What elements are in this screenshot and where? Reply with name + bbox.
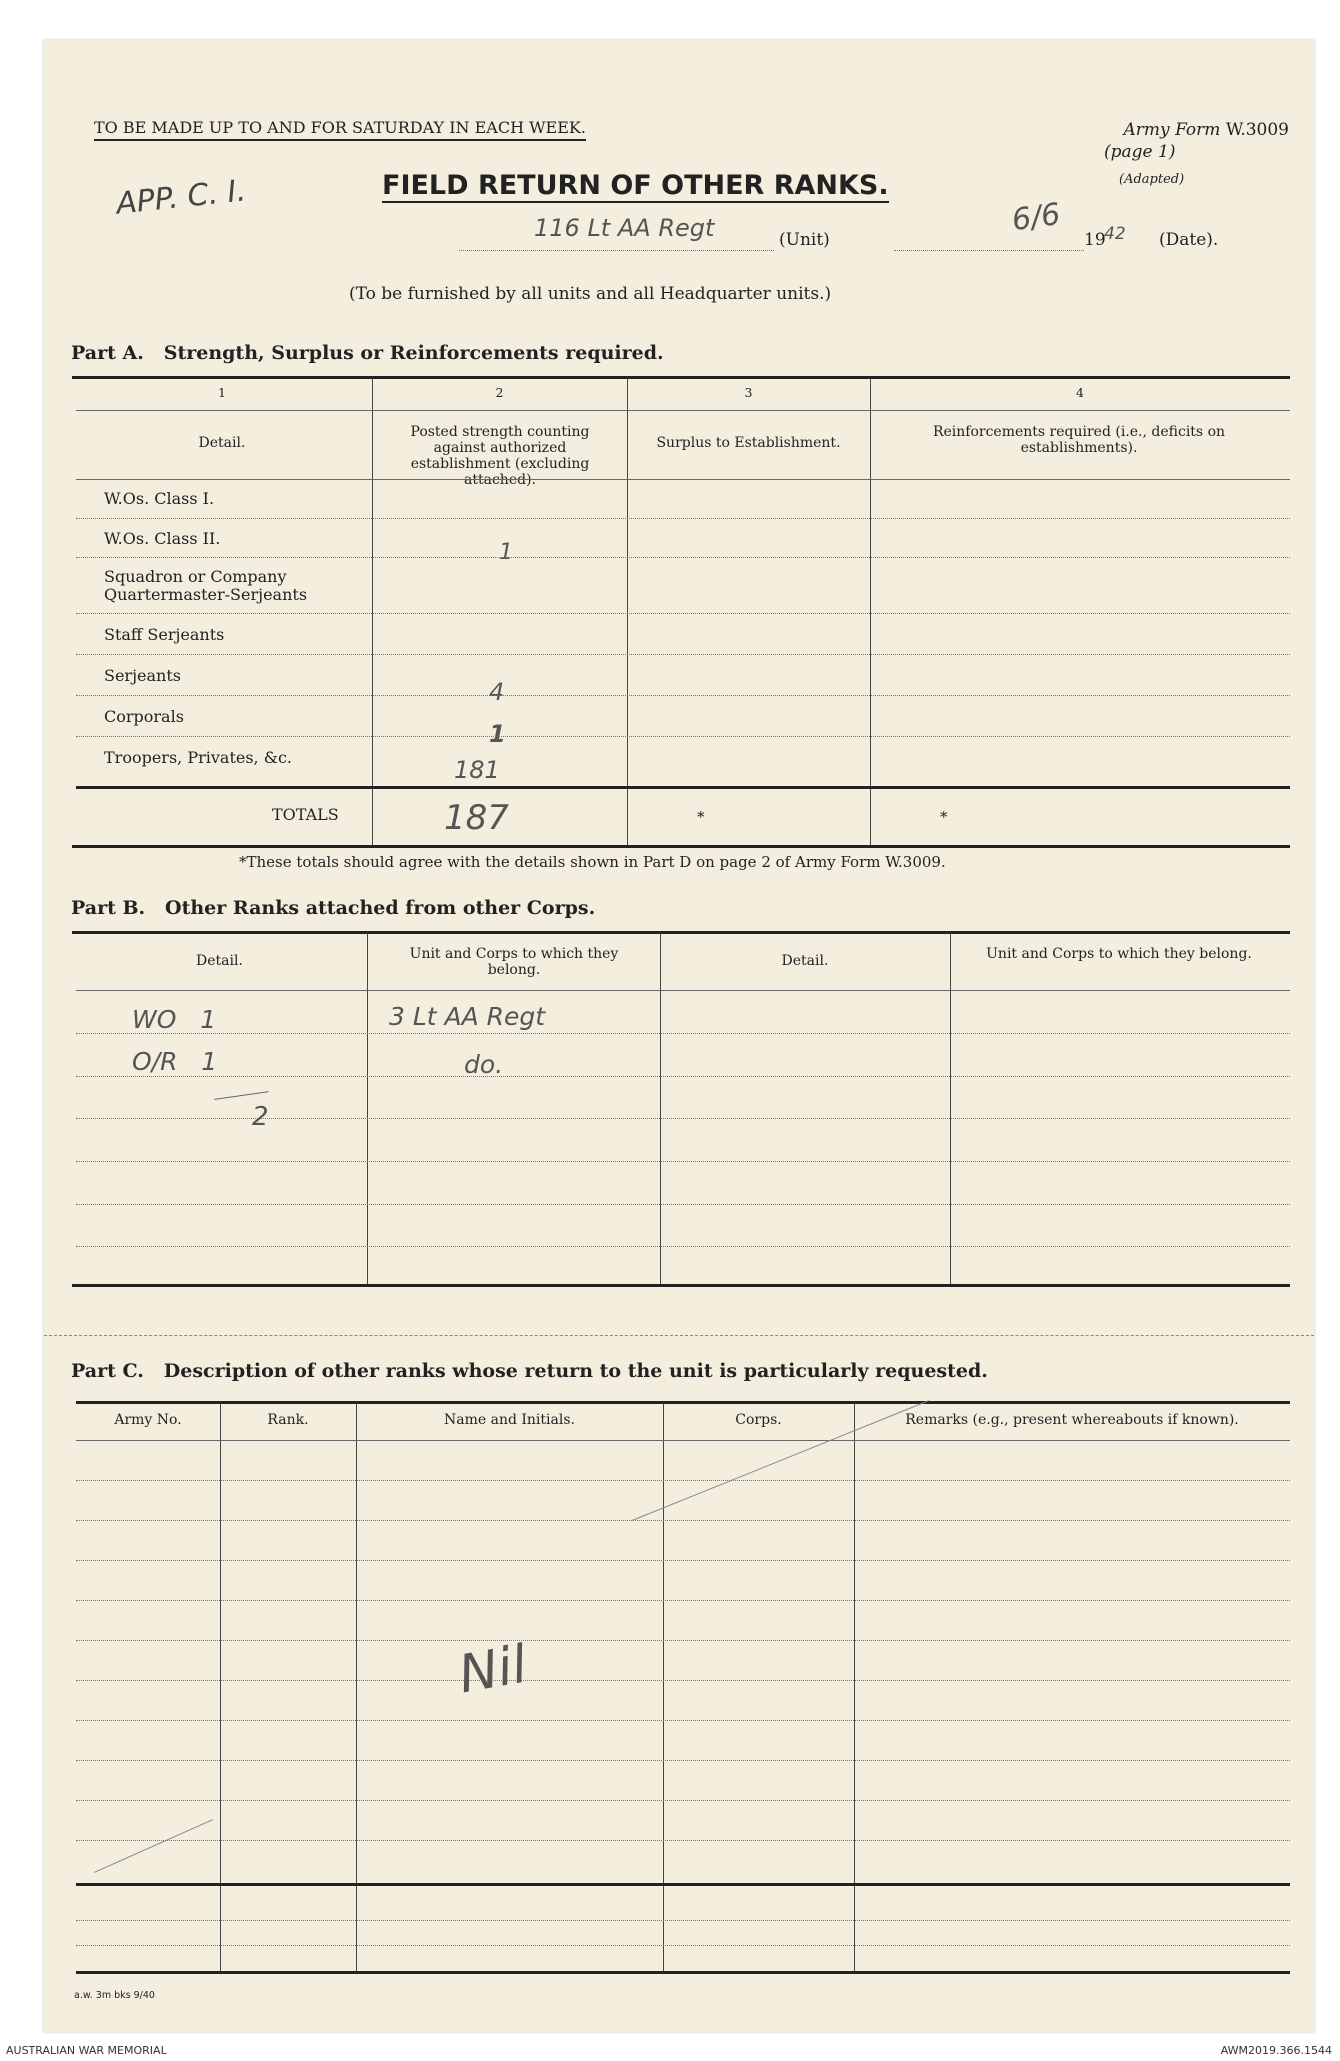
part-c-heading [71, 1360, 988, 1382]
part-b-top-rule [72, 931, 1290, 934]
year-prefix: 19 [1084, 230, 1106, 250]
part-c-bottom-rule [76, 1971, 1290, 1974]
totals-value: 187 [444, 798, 509, 838]
part-c-row-rule [76, 1720, 1290, 1721]
part-b-row-rule [76, 1076, 1290, 1077]
part-a-row-value: 1 [489, 720, 506, 748]
part-a-colnum-4: 4 [1076, 385, 1084, 400]
unit-label: (Unit) [779, 230, 830, 250]
part-b-heading [71, 897, 595, 919]
part-c-label: Part C. [71, 1360, 144, 1382]
part-a-header-surplus: Surplus to Establishment. [656, 435, 841, 451]
part-c-row-rule [76, 1920, 1290, 1921]
part-c-row-rule [76, 1680, 1290, 1681]
part-a-header-rule [76, 479, 1290, 480]
part-a-heading [71, 342, 664, 364]
date-label: (Date). [1159, 230, 1219, 250]
part-a-row-label: Serjeants [104, 666, 181, 685]
part-a-header-reinforcements: Reinforcements required (i.e., deficits on establishments). [932, 424, 1226, 456]
part-a-row-value: 1 [499, 540, 513, 565]
part-a-row-rule [76, 613, 1290, 614]
adapted-label: (Adapted) [1119, 172, 1185, 187]
part-b-title: Other Ranks attached from other Corps. [165, 897, 596, 919]
part-a-colnum-2: 2 [495, 385, 504, 400]
part-c-header-remarks: Remarks (e.g., present whereabouts if known). [905, 1412, 1239, 1428]
part-c-row-rule [76, 1600, 1290, 1601]
part-c-row-rule [76, 1945, 1290, 1946]
form-title: FIELD RETURN OF OTHER RANKS. [382, 170, 889, 201]
part-b-header-rule [76, 990, 1290, 991]
totals-label: TOTALS [272, 805, 339, 824]
part-c-header-rule [76, 1440, 1290, 1441]
part-b-label: Part B. [71, 897, 146, 919]
part-c-row-rule [76, 1760, 1290, 1761]
part-b-header-unit-1: Unit and Corps to which they belong. [409, 946, 619, 978]
part-a-totals-rule [76, 786, 1290, 789]
part-a-row-label: Corporals [104, 707, 184, 726]
part-a-label: Part A. [71, 342, 144, 364]
year-value: 42 [1104, 224, 1126, 244]
part-b-row-rule [76, 1246, 1290, 1247]
part-a-row-rule [76, 736, 1290, 737]
part-a-colnum-3: 3 [744, 385, 753, 400]
part-c-row-rule [76, 1840, 1290, 1841]
subtitle: (To be furnished by all units and all Headquarter units.) [349, 284, 832, 304]
appendix-annotation: APP. C. I. [114, 173, 248, 222]
date-dotline [894, 250, 1084, 251]
part-c-row-rule [76, 1640, 1290, 1641]
part-c-header-name: Name and Initials. [444, 1412, 575, 1428]
part-a-row-rule [76, 654, 1290, 655]
part-a-row-value: 4 [489, 678, 505, 706]
part-a-row-value: 181 [454, 756, 500, 784]
part-a-row-label: W.Os. Class II. [104, 529, 221, 548]
part-a-row-rule [76, 695, 1290, 696]
form-sheet [44, 40, 1314, 2032]
part-a-row-label: W.Os. Class I. [104, 489, 215, 508]
part-b-col-divider-3 [950, 933, 951, 1285]
part-b-entry-unit: do. [464, 1050, 504, 1079]
page-label: (page 1) [1104, 142, 1176, 162]
part-a-col-divider-1 [372, 378, 373, 846]
part-c-row-rule [76, 1480, 1290, 1481]
part-c-mid-rule [76, 1883, 1290, 1886]
part-c-header-rank: Rank. [267, 1412, 309, 1428]
part-a-row-label: Staff Serjeants [104, 625, 225, 644]
part-a-header-detail: Detail. [198, 435, 246, 451]
part-a-footnote: *These totals should agree with the details shown in Part D on page 2 of Army Form W.3009. [239, 853, 946, 871]
part-a-row-rule [76, 557, 1290, 558]
part-c-row-rule [76, 1520, 1290, 1521]
part-b-col-divider-2 [660, 933, 661, 1285]
part-a-top-rule [72, 376, 1290, 379]
part-b-entry-unit: 3 Lt AA Regt [389, 1002, 546, 1031]
part-b-header-detail-1: Detail. [196, 953, 243, 969]
footer-catalog-id: AWM2019.366.1544 [1220, 2044, 1332, 2057]
part-b-row-rule [76, 1033, 1290, 1034]
unit-dotline [459, 250, 774, 251]
part-b-header-unit-2: Unit and Corps to which they belong. [986, 946, 1252, 962]
part-a-row-label: Troopers, Privates, &c. [104, 748, 293, 767]
part-b-col-divider-1 [367, 933, 368, 1285]
part-a-colnum-1: 1 [218, 385, 226, 400]
part-b-row-rule [76, 1204, 1290, 1205]
part-c-header-army-no: Army No. [114, 1412, 182, 1428]
part-c-col-divider-4 [854, 1403, 855, 1973]
surplus-total-star: * [697, 808, 705, 826]
part-b-header-detail-2: Detail. [781, 953, 829, 969]
footer-credit: AUSTRALIAN WAR MEMORIAL [6, 2044, 167, 2057]
part-c-title: Description of other ranks whose return to the unit is particularly requested. [163, 1360, 988, 1382]
part-b-total: 2 [252, 1102, 269, 1132]
part-b-row-rule [76, 1161, 1290, 1162]
part-c-col-divider-1 [220, 1403, 221, 1973]
part-b-entry-detail: WO 1 [132, 1005, 217, 1034]
instruction-text: TO BE MADE UP TO AND FOR SATURDAY IN EACH WEEK. [94, 118, 586, 141]
part-c-col-divider-2 [356, 1403, 357, 1973]
part-c-header-corps: Corps. [735, 1412, 782, 1428]
date-value: 6/6 [1009, 196, 1063, 239]
unit-value: 116 Lt AA Regt [534, 214, 715, 242]
part-c-nil-annotation: Nil [454, 1634, 532, 1706]
part-c-top-rule [76, 1401, 1290, 1404]
part-a-colnum-rule [76, 410, 1290, 411]
army-form-number [1039, 120, 1289, 140]
army-form-code: W.3009 [1225, 120, 1289, 140]
part-b-sum-line [214, 1091, 269, 1100]
print-code: a.w. 3m bks 9/40 [74, 1990, 155, 2001]
part-c-row-rule [76, 1800, 1290, 1801]
part-b-bottom-rule [72, 1284, 1290, 1287]
part-a-bottom-rule [72, 845, 1290, 848]
part-a-row-label: Squadron or Company Quartermaster-Serjeants [104, 567, 308, 604]
perforation-line [44, 1335, 1314, 1336]
part-b-entry-detail: O/R 1 [132, 1047, 218, 1076]
part-c-row-rule [76, 1560, 1290, 1561]
part-a-title: Strength, Surplus or Reinforcements required. [163, 342, 664, 364]
part-a-header-posted: Posted strength counting against authorized establishment (excluding attached). [410, 424, 590, 488]
reinforcements-total-star: * [940, 808, 948, 826]
army-form-label: Army Form [1123, 120, 1221, 140]
part-a-row-rule [76, 518, 1290, 519]
part-c-col-divider-3 [663, 1403, 664, 1973]
part-c-strike-line-small [94, 1819, 213, 1873]
part-a-col-divider-3 [870, 378, 871, 846]
